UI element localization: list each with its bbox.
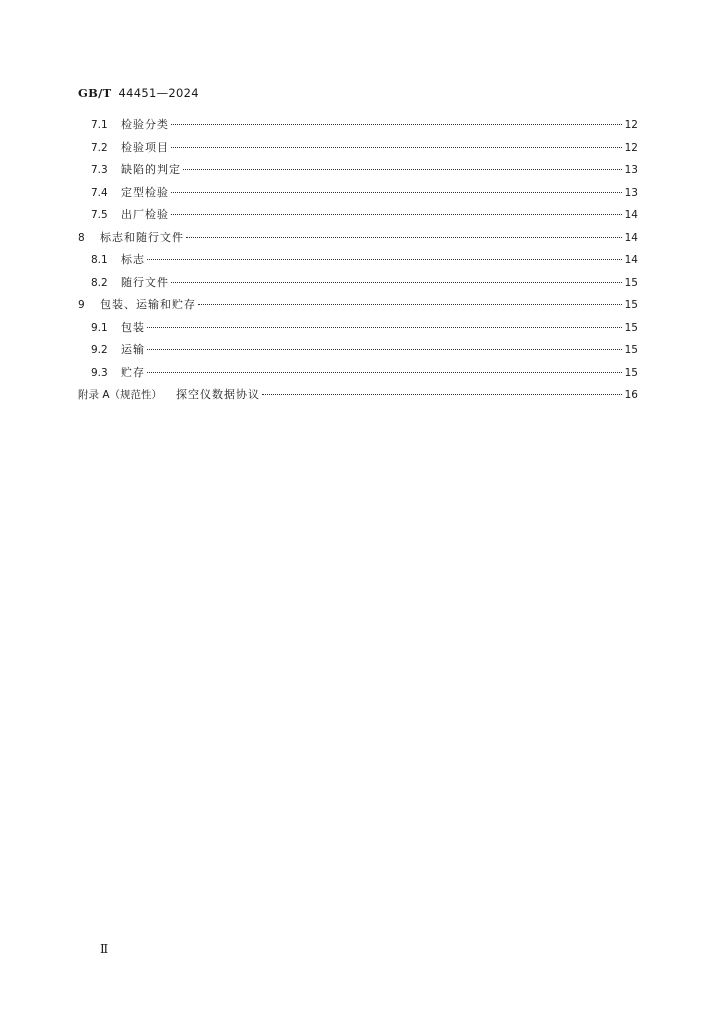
toc-entry[interactable] (78, 274, 638, 297)
toc-dot-leader (262, 394, 622, 395)
toc-entry-page: 15 (624, 276, 638, 289)
toc-entry[interactable] (78, 251, 638, 274)
toc-dot-leader (147, 327, 622, 328)
toc-entry-title: 标志 (121, 253, 145, 266)
toc-entry-title: 运输 (121, 343, 145, 356)
toc-entry[interactable] (78, 319, 638, 342)
toc-entry[interactable] (78, 341, 638, 364)
toc-dot-leader (171, 147, 622, 148)
toc-entry-page: 15 (624, 321, 638, 334)
toc-dot-leader (171, 214, 622, 215)
toc-dot-leader (147, 372, 622, 373)
toc-entry[interactable] (78, 139, 638, 162)
toc-entry-page: 16 (624, 389, 638, 401)
toc-entry-number: 7.5 (91, 209, 108, 221)
toc-entry-number: 8 (78, 231, 85, 244)
toc-dot-leader (171, 192, 622, 193)
standard-number: 44451—2024 (118, 86, 199, 100)
toc-entry-page: 15 (624, 366, 638, 379)
page-number: Ⅱ (100, 942, 109, 956)
toc-entry-title: 出厂检验 (121, 208, 169, 221)
toc-entry[interactable] (78, 296, 638, 319)
toc-entry-page: 14 (624, 209, 638, 221)
toc-entry-number: 8.2 (91, 276, 108, 289)
toc-entry-title: 随行文件 (121, 275, 169, 289)
toc-dot-leader (171, 282, 622, 283)
toc-entry-page: 12 (624, 119, 638, 131)
toc-entry-number: 9.1 (91, 321, 108, 334)
toc-entry-number: 附录 A（规范性） (78, 389, 163, 401)
toc-entry-page: 13 (624, 164, 638, 176)
toc-dot-leader (183, 169, 622, 170)
table-of-contents (78, 116, 638, 409)
toc-entry-title: 缺陷的判定 (121, 163, 181, 176)
toc-entry-title: 包装 (121, 320, 145, 334)
toc-entry-title: 定型检验 (121, 185, 169, 199)
standard-code: GB/T (78, 86, 112, 100)
toc-entry-title: 检验分类 (121, 118, 169, 131)
toc-entry-title: 标志和随行文件 (100, 230, 184, 244)
toc-entry-number: 9 (78, 299, 85, 311)
toc-entry-page: 15 (624, 299, 638, 311)
toc-entry[interactable] (78, 229, 638, 252)
toc-dot-leader (198, 304, 622, 305)
toc-entry-title: 检验项目 (121, 140, 169, 154)
toc-dot-leader (147, 259, 622, 260)
toc-entry-page: 14 (624, 254, 638, 266)
toc-entry-number: 7.2 (91, 141, 108, 154)
toc-entry-number: 8.1 (91, 254, 108, 266)
toc-entry-number: 9.2 (91, 344, 108, 356)
document-header (78, 86, 199, 100)
toc-entry-page: 15 (624, 344, 638, 356)
toc-entry[interactable] (78, 206, 638, 229)
toc-entry[interactable] (78, 364, 638, 387)
toc-entry-number: 7.3 (91, 164, 108, 176)
toc-entry-number: 9.3 (91, 366, 108, 379)
toc-dot-leader (147, 349, 622, 350)
toc-entry-title: 贮存 (121, 365, 145, 379)
toc-entry-page: 13 (624, 186, 638, 199)
toc-dot-leader (186, 237, 622, 238)
toc-entry-title: 包装、运输和贮存 (100, 298, 196, 311)
toc-entry-title: 探空仪数据协议 (176, 388, 261, 401)
toc-entry-number: 7.1 (91, 119, 108, 131)
toc-entry-page: 14 (624, 231, 638, 244)
toc-dot-leader (171, 124, 622, 125)
toc-entry[interactable] (78, 184, 638, 207)
toc-entry-number: 7.4 (91, 186, 108, 199)
toc-entry[interactable] (78, 161, 638, 184)
toc-entry[interactable] (78, 386, 638, 409)
toc-entry[interactable] (78, 116, 638, 139)
toc-entry-page: 12 (624, 141, 638, 154)
